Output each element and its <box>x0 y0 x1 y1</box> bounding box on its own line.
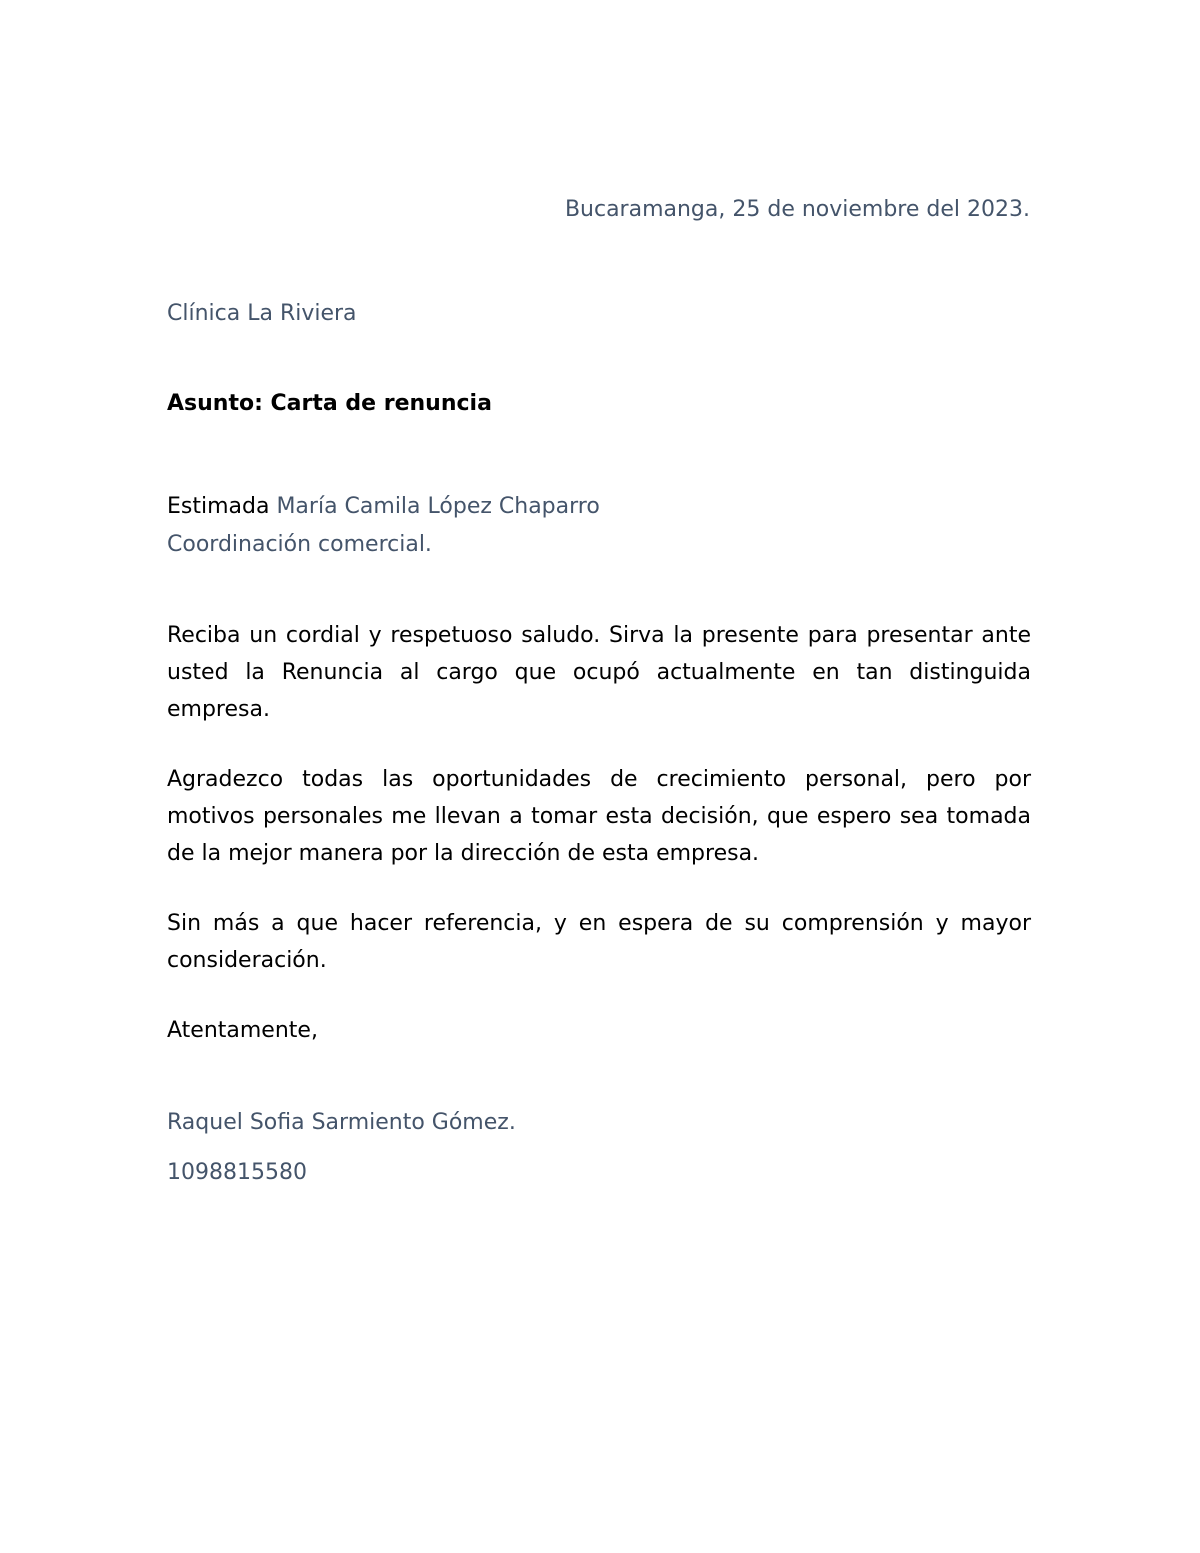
signature-id-number: 1098815580 <box>167 1160 307 1185</box>
recipient-name: María Camila López Chaparro <box>276 494 600 519</box>
closing: Atentamente, <box>167 1018 318 1043</box>
body-paragraph-1 <box>167 617 1031 728</box>
letter-date: Bucaramanga, 25 de noviembre del 2023. <box>564 197 1030 222</box>
paragraph-line: Reciba un cordial y respetuoso saludo. Sirva la presente para presentar ante <box>167 623 1031 648</box>
signature-name: Raquel Sofia Sarmiento Gómez. <box>167 1110 516 1135</box>
body-paragraph-3 <box>167 905 1031 979</box>
recipient-organization: Clínica La Riviera <box>167 301 357 326</box>
paragraph-line: de la mejor manera por la dirección de esta empresa. <box>167 841 760 866</box>
recipient-role: Coordinación comercial. <box>167 532 432 557</box>
paragraph-line: usted la Renuncia al cargo que ocupó actualmente en tan distinguida <box>167 660 1031 685</box>
subject-line: Asunto: Carta de renuncia <box>167 391 492 416</box>
paragraph-line: Agradezco todas las oportunidades de crecimiento personal, pero por <box>167 767 1031 792</box>
body-paragraph-2 <box>167 761 1031 872</box>
salutation-prefix: Estimada <box>167 494 277 519</box>
paragraph-line: consideración. <box>167 948 327 973</box>
paragraph-line: motivos personales me llevan a tomar esta decisión, que espero sea tomada <box>167 804 1031 829</box>
paragraph-line: empresa. <box>167 697 270 722</box>
salutation <box>167 489 600 525</box>
paragraph-line: Sin más a que hacer referencia, y en espera de su comprensión y mayor <box>167 911 1031 936</box>
